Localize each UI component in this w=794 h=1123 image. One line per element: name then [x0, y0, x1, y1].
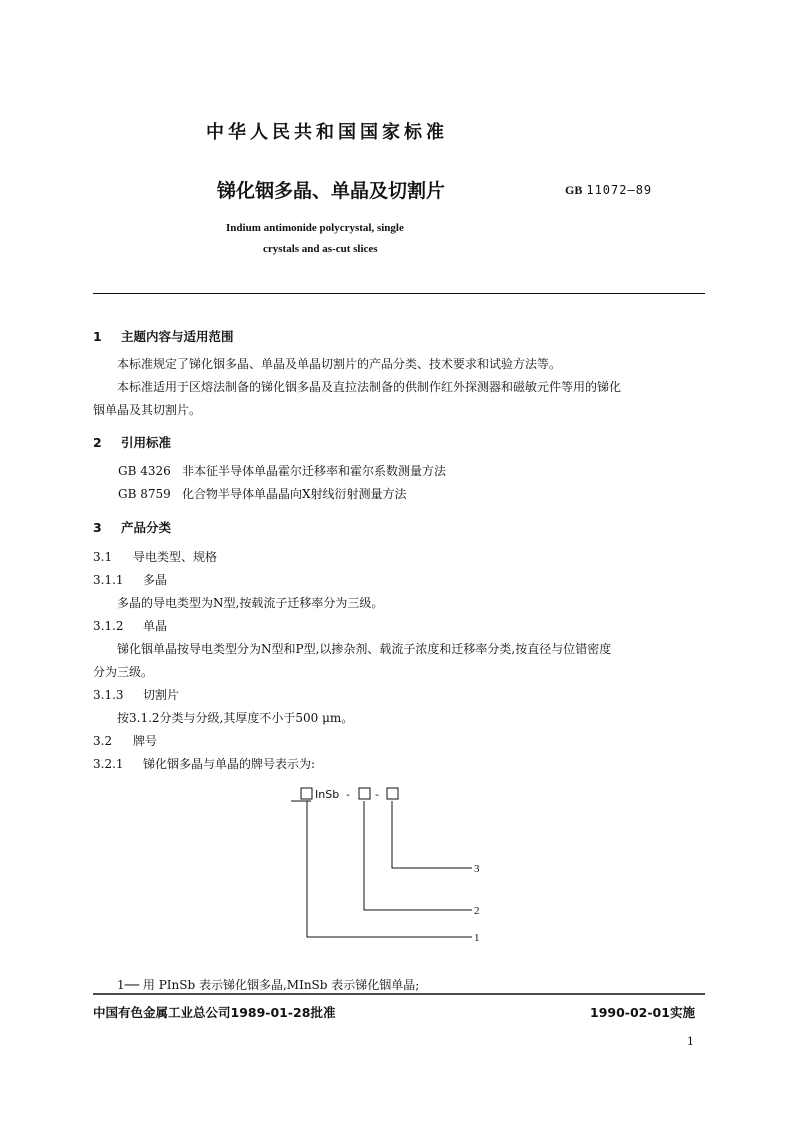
- leader-line-1: [307, 801, 472, 937]
- subsection-3-1-2-text-line2: 分为三级。: [93, 665, 154, 679]
- standard-title: 锑化铟多晶、单晶及切割片: [217, 180, 446, 202]
- approval-text: 中国有色金属工业总公司1989-01-28批准: [93, 1005, 336, 1020]
- subsection-title: 多晶: [143, 573, 168, 587]
- reference-text: 化合物半导体单晶晶向X射线衍射测量方法: [182, 487, 407, 501]
- subsection-title: 导电类型、规格: [133, 550, 218, 564]
- standard-code: 11072—89: [586, 183, 653, 197]
- section-1-para2-line1: 本标准适用于区熔法制备的锑化铟多晶及直拉法制备的供制作红外探测器和磁敏元件等用的锑化: [117, 380, 622, 394]
- diagram-separator: -: [375, 788, 379, 801]
- reference-code: GB 8759: [118, 487, 171, 501]
- diagram-label-3: 3: [474, 863, 480, 875]
- implementation-date: 1990-02-01实施: [590, 1005, 695, 1020]
- leader-line-2: [364, 801, 472, 910]
- subsection-number: 3.2.1: [93, 757, 124, 771]
- diagram-insb-label: InSb: [315, 788, 340, 801]
- note-1: 1── 用 PInSb 表示锑化铟多晶,MInSb 表示锑化铟单晶;: [117, 978, 420, 992]
- diagram-separator: -: [346, 788, 350, 801]
- diagram-label-2: 2: [474, 905, 480, 917]
- section-number: 1: [93, 329, 102, 344]
- subsection-3-1-2-text-line1: 锑化铟单晶按导电类型分为N型和P型,以掺杂剂、载流子浓度和迁移率分类,按直径与位错密度: [117, 642, 612, 656]
- page-number: 1: [687, 1035, 694, 1048]
- section-title: 主题内容与适用范围: [121, 329, 234, 344]
- section-1-para1: 本标准规定了锑化铟多晶、单晶及单晶切割片的产品分类、技术要求和试验方法等。: [117, 357, 562, 371]
- subsection-title: 牌号: [133, 734, 158, 748]
- english-title-line2: crystals and as-cut slices: [263, 243, 378, 255]
- section-number: 2: [93, 435, 102, 450]
- subsection-title: 切割片: [143, 688, 180, 702]
- reference-code: GB 4326: [118, 464, 171, 478]
- subsection-number: 3.1.3: [93, 688, 124, 702]
- section-title: 引用标准: [121, 435, 172, 450]
- prefix-box: [301, 788, 312, 799]
- code-box-1: [359, 788, 370, 799]
- subsection-number: 3.1.1: [93, 573, 124, 587]
- section-1-para2-line2: 铟单晶及其切割片。: [93, 403, 202, 417]
- subsection-title: 锑化铟多晶与单晶的牌号表示为:: [143, 757, 316, 771]
- subsection-number: 3.1: [93, 550, 113, 564]
- subsection-3-1-1-text: 多晶的导电类型为N型,按载流子迁移率分为三级。: [117, 596, 384, 610]
- code-box-2: [387, 788, 398, 799]
- english-title-line1: Indium antimonide polycrystal, single: [226, 222, 404, 234]
- leader-line-3: [392, 801, 472, 868]
- section-title: 产品分类: [121, 520, 172, 535]
- diagram-label-1: 1: [474, 932, 480, 944]
- subsection-number: 3.1.2: [93, 619, 124, 633]
- section-number: 3: [93, 520, 102, 535]
- national-standard-heading: 中华人民共和国国家标准: [206, 122, 448, 143]
- subsection-number: 3.2: [93, 734, 113, 748]
- standard-prefix: GB: [565, 183, 583, 197]
- subsection-title: 单晶: [143, 619, 168, 633]
- reference-text: 非本征半导体单晶霍尔迁移率和霍尔系数测量方法: [182, 464, 447, 478]
- subsection-3-1-3-text: 按3.1.2分类与分级,其厚度不小于500 μm。: [117, 711, 354, 725]
